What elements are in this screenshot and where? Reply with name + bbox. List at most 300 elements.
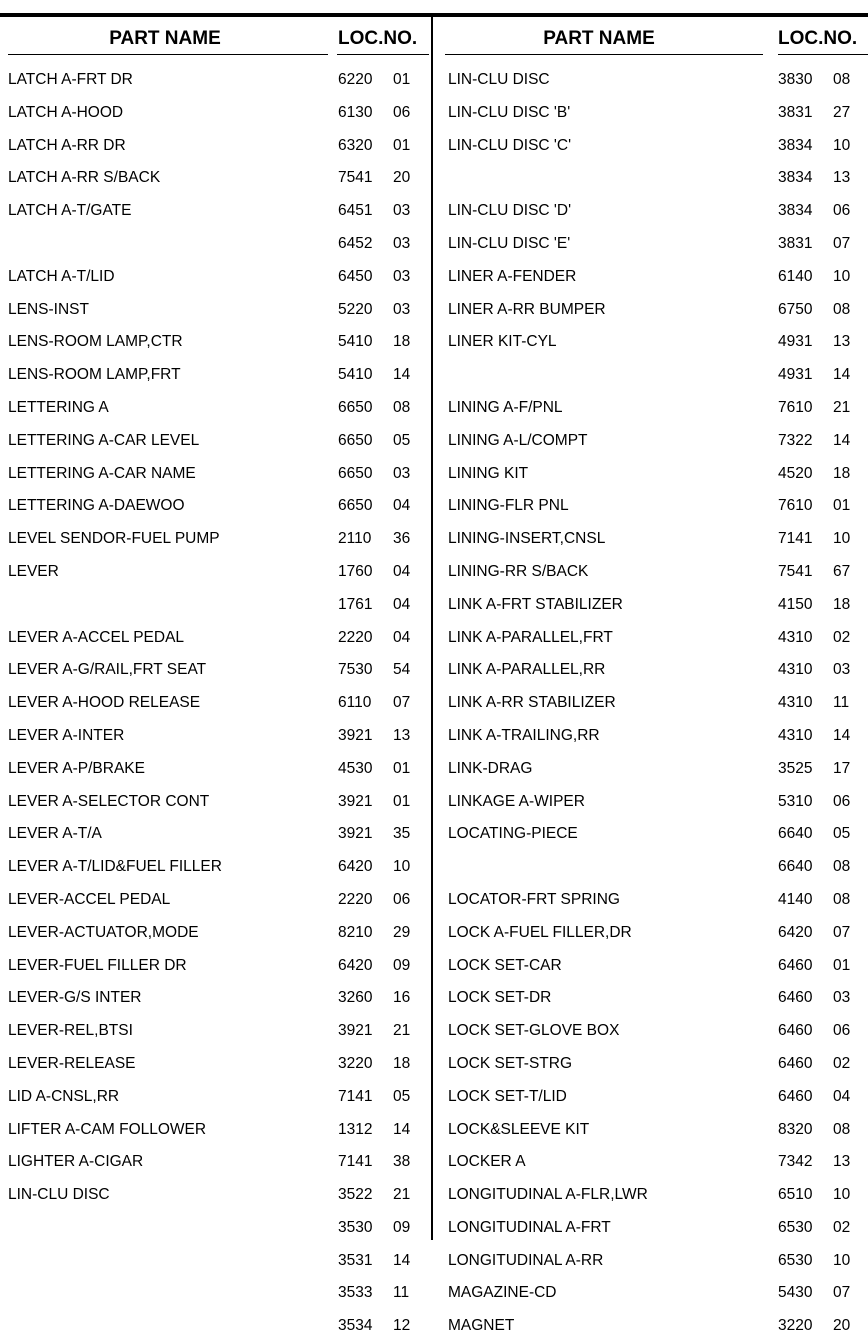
loc-number-cell: 04 <box>393 595 411 613</box>
part-name-cell: LENS-INST <box>8 300 89 318</box>
table-row <box>433 161 868 194</box>
table-row <box>0 981 431 1014</box>
loc-group-cell: 6320 <box>338 136 373 154</box>
part-name-cell: LEVER-ACTUATOR,MODE <box>8 923 199 941</box>
table-row <box>433 785 868 818</box>
table-row <box>0 555 431 588</box>
loc-number-cell: 06 <box>833 1022 851 1040</box>
loc-group-cell: 3830 <box>778 71 813 88</box>
part-name-cell: LINER KIT-CYL <box>448 333 557 351</box>
part-name-cell: LOCKER A <box>448 1153 526 1171</box>
loc-number-cell: 18 <box>393 333 411 351</box>
loc-group-cell: 6460 <box>778 989 813 1007</box>
table-row <box>433 981 868 1014</box>
part-name-cell: LEVER-FUEL FILLER DR <box>8 956 187 974</box>
part-name-cell: LATCH A-T/GATE <box>8 202 132 220</box>
table-row <box>433 325 868 358</box>
loc-number-cell: 01 <box>393 792 411 810</box>
loc-number-cell: 20 <box>833 1317 851 1335</box>
loc-group-cell: 7610 <box>778 497 813 515</box>
header-underline <box>8 54 328 55</box>
table-row <box>0 1014 431 1047</box>
loc-group-cell: 3834 <box>778 136 813 154</box>
loc-group-cell: 4150 <box>778 595 813 613</box>
table-row <box>433 817 868 850</box>
loc-group-cell: 2220 <box>338 890 373 908</box>
loc-group-cell: 7530 <box>338 661 373 679</box>
loc-group-cell: 3831 <box>778 103 813 121</box>
part-name-cell: LETTERING A <box>8 398 109 416</box>
loc-number-cell: 08 <box>833 858 851 876</box>
part-name-cell: LINING-INSERT,CNSL <box>448 530 606 548</box>
loc-group-cell: 5410 <box>338 366 373 384</box>
table-row <box>433 1014 868 1047</box>
loc-number-cell: 13 <box>833 333 851 351</box>
table-row <box>433 1047 868 1080</box>
loc-number-cell: 01 <box>393 759 411 777</box>
part-name-cell: LENS-ROOM LAMP,FRT <box>8 366 181 384</box>
part-name-cell: LETTERING A-CAR NAME <box>8 464 196 482</box>
loc-number-cell: 14 <box>833 431 851 449</box>
part-name-cell: LATCH A-RR DR <box>8 136 126 154</box>
loc-number-cell: 03 <box>393 267 411 285</box>
table-row <box>433 916 868 949</box>
loc-group-cell: 2110 <box>338 530 372 548</box>
loc-group-cell: 7342 <box>778 1153 813 1171</box>
loc-group-cell: 6420 <box>338 956 373 974</box>
part-name-cell: LEVER-G/S INTER <box>8 989 142 1007</box>
loc-number-cell: 18 <box>833 464 851 482</box>
loc-number-cell: 08 <box>833 890 851 908</box>
loc-number-cell: 18 <box>393 1054 411 1072</box>
loc-number-cell: 12 <box>393 1317 411 1335</box>
part-name-cell: LATCH A-T/LID <box>8 267 115 285</box>
loc-number-cell: 04 <box>393 562 411 580</box>
loc-number-cell: 14 <box>393 1251 411 1269</box>
part-name-cell: LINER A-RR BUMPER <box>448 300 606 318</box>
loc-group-cell: 3921 <box>338 1022 373 1040</box>
table-row <box>0 653 431 686</box>
loc-group-cell: 4310 <box>778 661 813 679</box>
loc-group-cell: 3530 <box>338 1218 373 1236</box>
loc-group-cell: 8210 <box>338 923 373 941</box>
loc-group-cell: 6460 <box>778 1054 813 1072</box>
table-row <box>433 1145 868 1178</box>
loc-group-cell: 5430 <box>778 1284 813 1302</box>
part-name-cell: LATCH A-RR S/BACK <box>8 169 161 187</box>
loc-group-cell: 6460 <box>778 1087 813 1105</box>
table-row <box>433 457 868 490</box>
loc-number-cell: 21 <box>393 1186 411 1204</box>
part-name-cell: LATCH A-HOOD <box>8 103 124 121</box>
loc-number-cell: 21 <box>393 1022 411 1040</box>
loc-group-cell: 3533 <box>338 1284 373 1302</box>
loc-group-cell: 1760 <box>338 562 373 580</box>
part-name-cell: LEVER A-G/RAIL,FRT SEAT <box>8 661 207 679</box>
table-row <box>0 752 431 785</box>
table-row <box>433 194 868 227</box>
part-name-cell: LIN-CLU DISC <box>8 1186 110 1204</box>
table-row <box>0 1244 431 1277</box>
part-name-cell: LIGHTER A-CIGAR <box>8 1153 144 1171</box>
part-name-cell: LEVER-REL,BTSI <box>8 1022 133 1040</box>
part-name-cell: LONGITUDINAL A-RR <box>448 1251 604 1269</box>
loc-group-cell: 6650 <box>338 464 373 482</box>
table-row <box>433 719 868 752</box>
loc-group-cell: 1761 <box>338 595 373 613</box>
part-name-cell: LEVER A-T/LID&FUEL FILLER <box>8 858 222 876</box>
table-row <box>0 391 431 424</box>
part-name-cell: LINK-DRAG <box>448 759 533 777</box>
parts-list-left <box>0 63 431 1342</box>
loc-number-cell: 03 <box>833 989 851 1007</box>
part-name-cell: LONGITUDINAL A-FLR,LWR <box>448 1186 648 1204</box>
loc-group-cell: 2220 <box>338 628 373 646</box>
part-name-cell: LINING-RR S/BACK <box>448 562 589 580</box>
table-row <box>433 1276 868 1309</box>
loc-number-cell: 05 <box>393 431 411 449</box>
part-name-cell: LEVER A-SELECTOR CONT <box>8 792 210 810</box>
part-name-cell: LINER A-FENDER <box>448 267 577 285</box>
part-name-cell: LEVER-RELEASE <box>8 1054 136 1072</box>
loc-group-cell: 6110 <box>338 694 372 712</box>
table-row <box>0 457 431 490</box>
part-name-cell: LONGITUDINAL A-FRT <box>448 1218 611 1236</box>
header-underline <box>337 54 429 55</box>
loc-number-cell: 20 <box>393 169 411 187</box>
loc-number-cell: 02 <box>833 628 851 646</box>
table-row <box>0 817 431 850</box>
table-row <box>0 63 431 96</box>
loc-number-cell: 14 <box>833 726 851 744</box>
table-row <box>433 752 868 785</box>
loc-number-cell: 04 <box>833 1087 851 1105</box>
loc-no-header: LOC.NO. <box>338 28 418 49</box>
loc-group-cell: 3220 <box>778 1317 813 1335</box>
loc-number-cell: 29 <box>393 923 411 941</box>
loc-number-cell: 10 <box>833 530 851 548</box>
loc-number-cell: 14 <box>833 366 851 384</box>
loc-number-cell: 38 <box>393 1153 411 1171</box>
loc-number-cell: 06 <box>833 202 851 220</box>
loc-group-cell: 1312 <box>338 1120 373 1138</box>
loc-group-cell: 7541 <box>338 169 373 187</box>
loc-group-cell: 6510 <box>778 1186 813 1204</box>
table-row <box>0 260 431 293</box>
table-row <box>433 1113 868 1146</box>
loc-group-cell: 4140 <box>778 890 813 908</box>
loc-number-cell: 11 <box>833 694 850 712</box>
loc-group-cell: 6420 <box>778 923 813 941</box>
part-name-cell: LIN-CLU DISC 'B' <box>448 103 571 121</box>
loc-group-cell: 6750 <box>778 300 813 318</box>
loc-number-cell: 17 <box>833 759 851 777</box>
table-row <box>0 1309 431 1342</box>
loc-group-cell: 4520 <box>778 464 813 482</box>
table-row <box>0 489 431 522</box>
part-name-cell: LINING A-L/COMPT <box>448 431 588 449</box>
loc-number-cell: 11 <box>393 1284 410 1302</box>
loc-number-cell: 03 <box>393 202 411 220</box>
table-row <box>433 1080 868 1113</box>
loc-number-cell: 01 <box>833 497 851 515</box>
table-row <box>0 96 431 129</box>
loc-number-cell: 08 <box>833 300 851 318</box>
table-row <box>433 686 868 719</box>
table-row <box>0 358 431 391</box>
loc-number-cell: 54 <box>393 661 411 679</box>
table-row <box>433 555 868 588</box>
loc-group-cell: 7141 <box>778 530 813 548</box>
loc-group-cell: 4310 <box>778 628 813 646</box>
part-name-cell: LINK A-PARALLEL,FRT <box>448 628 613 646</box>
loc-group-cell: 3834 <box>778 169 813 187</box>
header-underline <box>445 54 763 55</box>
loc-group-cell: 3921 <box>338 825 373 843</box>
table-row <box>433 358 868 391</box>
loc-number-cell: 07 <box>833 923 851 941</box>
loc-number-cell: 10 <box>833 1186 851 1204</box>
loc-number-cell: 09 <box>393 1218 411 1236</box>
part-name-cell: LOCK SET-T/LID <box>448 1087 567 1105</box>
table-row <box>433 260 868 293</box>
loc-number-cell: 14 <box>393 1120 411 1138</box>
table-row <box>433 653 868 686</box>
loc-group-cell: 3921 <box>338 726 373 744</box>
loc-number-cell: 13 <box>833 1153 851 1171</box>
part-name-cell: LEVER-ACCEL PEDAL <box>8 890 171 908</box>
loc-group-cell: 6451 <box>338 202 373 220</box>
table-row <box>0 850 431 883</box>
part-name-cell: LEVER A-T/A <box>8 825 102 843</box>
loc-group-cell: 6640 <box>778 825 813 843</box>
loc-group-cell: 3522 <box>338 1186 373 1204</box>
loc-number-cell: 03 <box>393 234 411 252</box>
table-row <box>433 227 868 260</box>
part-name-cell: LOCK SET-DR <box>448 989 552 1007</box>
part-name-cell: LOCATING-PIECE <box>448 825 578 843</box>
loc-group-cell: 3921 <box>338 792 373 810</box>
table-row <box>433 489 868 522</box>
table-row <box>433 1309 868 1342</box>
loc-number-cell: 13 <box>393 726 411 744</box>
part-name-cell: LEVER <box>8 562 59 580</box>
part-name-cell: LINING KIT <box>448 464 529 482</box>
loc-number-cell: 01 <box>393 136 411 154</box>
part-name-cell: LINKAGE A-WIPER <box>448 792 585 810</box>
table-row <box>433 588 868 621</box>
loc-number-cell: 03 <box>833 661 851 679</box>
loc-group-cell: 6130 <box>338 103 373 121</box>
table-row <box>433 96 868 129</box>
table-row <box>433 1244 868 1277</box>
loc-number-cell: 35 <box>393 825 411 843</box>
part-name-cell: LETTERING A-CAR LEVEL <box>8 431 200 449</box>
loc-group-cell: 6640 <box>778 858 813 876</box>
loc-group-cell: 3831 <box>778 234 813 252</box>
loc-number-cell: 16 <box>393 989 411 1007</box>
loc-group-cell: 6140 <box>778 267 813 285</box>
part-name-header: PART NAME <box>109 28 221 49</box>
part-name-cell: LEVER A-P/BRAKE <box>8 759 145 777</box>
part-name-cell: LEVER A-INTER <box>8 726 125 744</box>
loc-group-cell: 4931 <box>778 366 813 384</box>
table-row <box>0 621 431 654</box>
loc-group-cell: 6650 <box>338 398 373 416</box>
loc-group-cell: 7141 <box>338 1087 373 1105</box>
table-row <box>433 63 868 96</box>
table-row <box>433 1178 868 1211</box>
loc-group-cell: 3834 <box>778 202 813 220</box>
loc-number-cell: 10 <box>833 1251 851 1269</box>
table-row <box>433 424 868 457</box>
loc-group-cell: 5410 <box>338 333 373 351</box>
loc-group-cell: 4310 <box>778 694 813 712</box>
loc-number-cell: 06 <box>393 103 411 121</box>
part-name-cell: LOCATOR-FRT SPRING <box>448 890 620 908</box>
loc-group-cell: 6650 <box>338 431 373 449</box>
table-row <box>0 424 431 457</box>
loc-group-cell: 3260 <box>338 989 373 1007</box>
loc-number-cell: 36 <box>393 530 411 548</box>
part-name-cell: LINK A-PARALLEL,RR <box>448 661 606 679</box>
table-row <box>0 325 431 358</box>
part-name-cell: LINK A-FRT STABILIZER <box>448 595 623 613</box>
loc-group-cell: 7610 <box>778 398 813 416</box>
table-row <box>0 1047 431 1080</box>
loc-number-cell: 09 <box>393 956 411 974</box>
loc-number-cell: 27 <box>833 103 851 121</box>
part-name-cell: LIN-CLU DISC 'E' <box>448 234 571 252</box>
table-row <box>0 1145 431 1178</box>
loc-group-cell: 6460 <box>778 956 813 974</box>
loc-number-cell: 07 <box>393 694 411 712</box>
table-row <box>433 883 868 916</box>
table-row <box>0 785 431 818</box>
loc-group-cell: 7322 <box>778 431 813 449</box>
table-row <box>433 391 868 424</box>
loc-number-cell: 67 <box>833 562 851 580</box>
loc-number-cell: 10 <box>833 136 851 154</box>
table-row <box>433 850 868 883</box>
loc-number-cell: 10 <box>833 267 851 285</box>
part-name-cell: LETTERING A-DAEWOO <box>8 497 185 515</box>
table-row <box>0 916 431 949</box>
loc-number-cell: 03 <box>393 464 411 482</box>
part-name-cell: LOCK SET-CAR <box>448 956 562 974</box>
loc-group-cell: 4530 <box>338 759 373 777</box>
part-name-cell: LINK A-RR STABILIZER <box>448 694 616 712</box>
part-name-cell: LATCH A-FRT DR <box>8 71 133 88</box>
loc-number-cell: 14 <box>393 366 411 384</box>
table-row <box>0 1211 431 1244</box>
loc-number-cell: 08 <box>833 1120 851 1138</box>
part-name-cell: LENS-ROOM LAMP,CTR <box>8 333 183 351</box>
loc-number-cell: 02 <box>833 1218 851 1236</box>
part-name-cell: LEVER A-ACCEL PEDAL <box>8 628 185 646</box>
loc-number-cell: 10 <box>393 858 411 876</box>
loc-number-cell: 06 <box>833 792 851 810</box>
part-name-cell: LID A-CNSL,RR <box>8 1087 120 1105</box>
loc-number-cell: 18 <box>833 595 851 613</box>
part-name-cell: LINING-FLR PNL <box>448 497 569 515</box>
loc-group-cell: 4310 <box>778 726 813 744</box>
part-name-cell: LOCK&SLEEVE KIT <box>448 1120 590 1138</box>
loc-group-cell: 7141 <box>338 1153 373 1171</box>
part-name-cell: LIN-CLU DISC 'C' <box>448 136 572 154</box>
table-row <box>0 588 431 621</box>
loc-group-cell: 4931 <box>778 333 813 351</box>
loc-number-cell: 05 <box>393 1087 411 1105</box>
loc-number-cell: 01 <box>393 71 411 88</box>
parts-list-right <box>433 63 868 1342</box>
loc-group-cell: 6420 <box>338 858 373 876</box>
loc-number-cell: 08 <box>833 71 851 88</box>
table-row <box>0 1178 431 1211</box>
part-name-cell: LOCK SET-GLOVE BOX <box>448 1022 620 1040</box>
loc-number-cell: 06 <box>393 890 411 908</box>
part-name-cell: LOCK SET-STRG <box>448 1054 573 1072</box>
loc-group-cell: 5310 <box>778 792 813 810</box>
loc-group-cell: 6530 <box>778 1251 813 1269</box>
table-row <box>0 949 431 982</box>
loc-group-cell: 3531 <box>338 1251 373 1269</box>
loc-number-cell: 02 <box>833 1054 851 1072</box>
loc-number-cell: 08 <box>393 398 411 416</box>
part-name-cell: MAGNET <box>448 1317 515 1335</box>
part-name-cell: LIN-CLU DISC 'D' <box>448 202 572 220</box>
top-rule <box>0 13 868 17</box>
loc-number-cell: 01 <box>833 956 851 974</box>
table-row <box>0 1080 431 1113</box>
table-row <box>433 949 868 982</box>
part-name-cell: LOCK A-FUEL FILLER,DR <box>448 923 632 941</box>
table-row <box>0 227 431 260</box>
table-row <box>433 621 868 654</box>
part-name-header: PART NAME <box>543 28 655 49</box>
loc-number-cell: 21 <box>833 398 851 416</box>
header-underline <box>778 54 868 55</box>
loc-number-cell: 07 <box>833 234 851 252</box>
part-name-cell: LIFTER A-CAM FOLLOWER <box>8 1120 207 1138</box>
table-row <box>0 719 431 752</box>
table-row <box>0 129 431 162</box>
loc-group-cell: 6220 <box>338 71 373 88</box>
table-row <box>433 293 868 326</box>
loc-group-cell: 6650 <box>338 497 373 515</box>
loc-group-cell: 7541 <box>778 562 813 580</box>
loc-group-cell: 6530 <box>778 1218 813 1236</box>
table-row <box>0 522 431 555</box>
part-name-cell: MAGAZINE-CD <box>448 1284 557 1302</box>
loc-group-cell: 5220 <box>338 300 373 318</box>
loc-group-cell: 3525 <box>778 759 813 777</box>
loc-number-cell: 07 <box>833 1284 851 1302</box>
table-row <box>0 194 431 227</box>
table-row <box>0 1113 431 1146</box>
loc-group-cell: 8320 <box>778 1120 813 1138</box>
part-name-cell: LINK A-TRAILING,RR <box>448 726 600 744</box>
loc-group-cell: 6460 <box>778 1022 813 1040</box>
table-row <box>0 686 431 719</box>
part-name-cell: LEVEL SENDOR-FUEL PUMP <box>8 530 220 548</box>
loc-group-cell: 3534 <box>338 1317 373 1335</box>
loc-no-header: LOC.NO. <box>778 28 858 49</box>
loc-number-cell: 04 <box>393 497 411 515</box>
loc-number-cell: 05 <box>833 825 851 843</box>
part-name-cell: LINING A-F/PNL <box>448 398 563 416</box>
table-row <box>0 1276 431 1309</box>
